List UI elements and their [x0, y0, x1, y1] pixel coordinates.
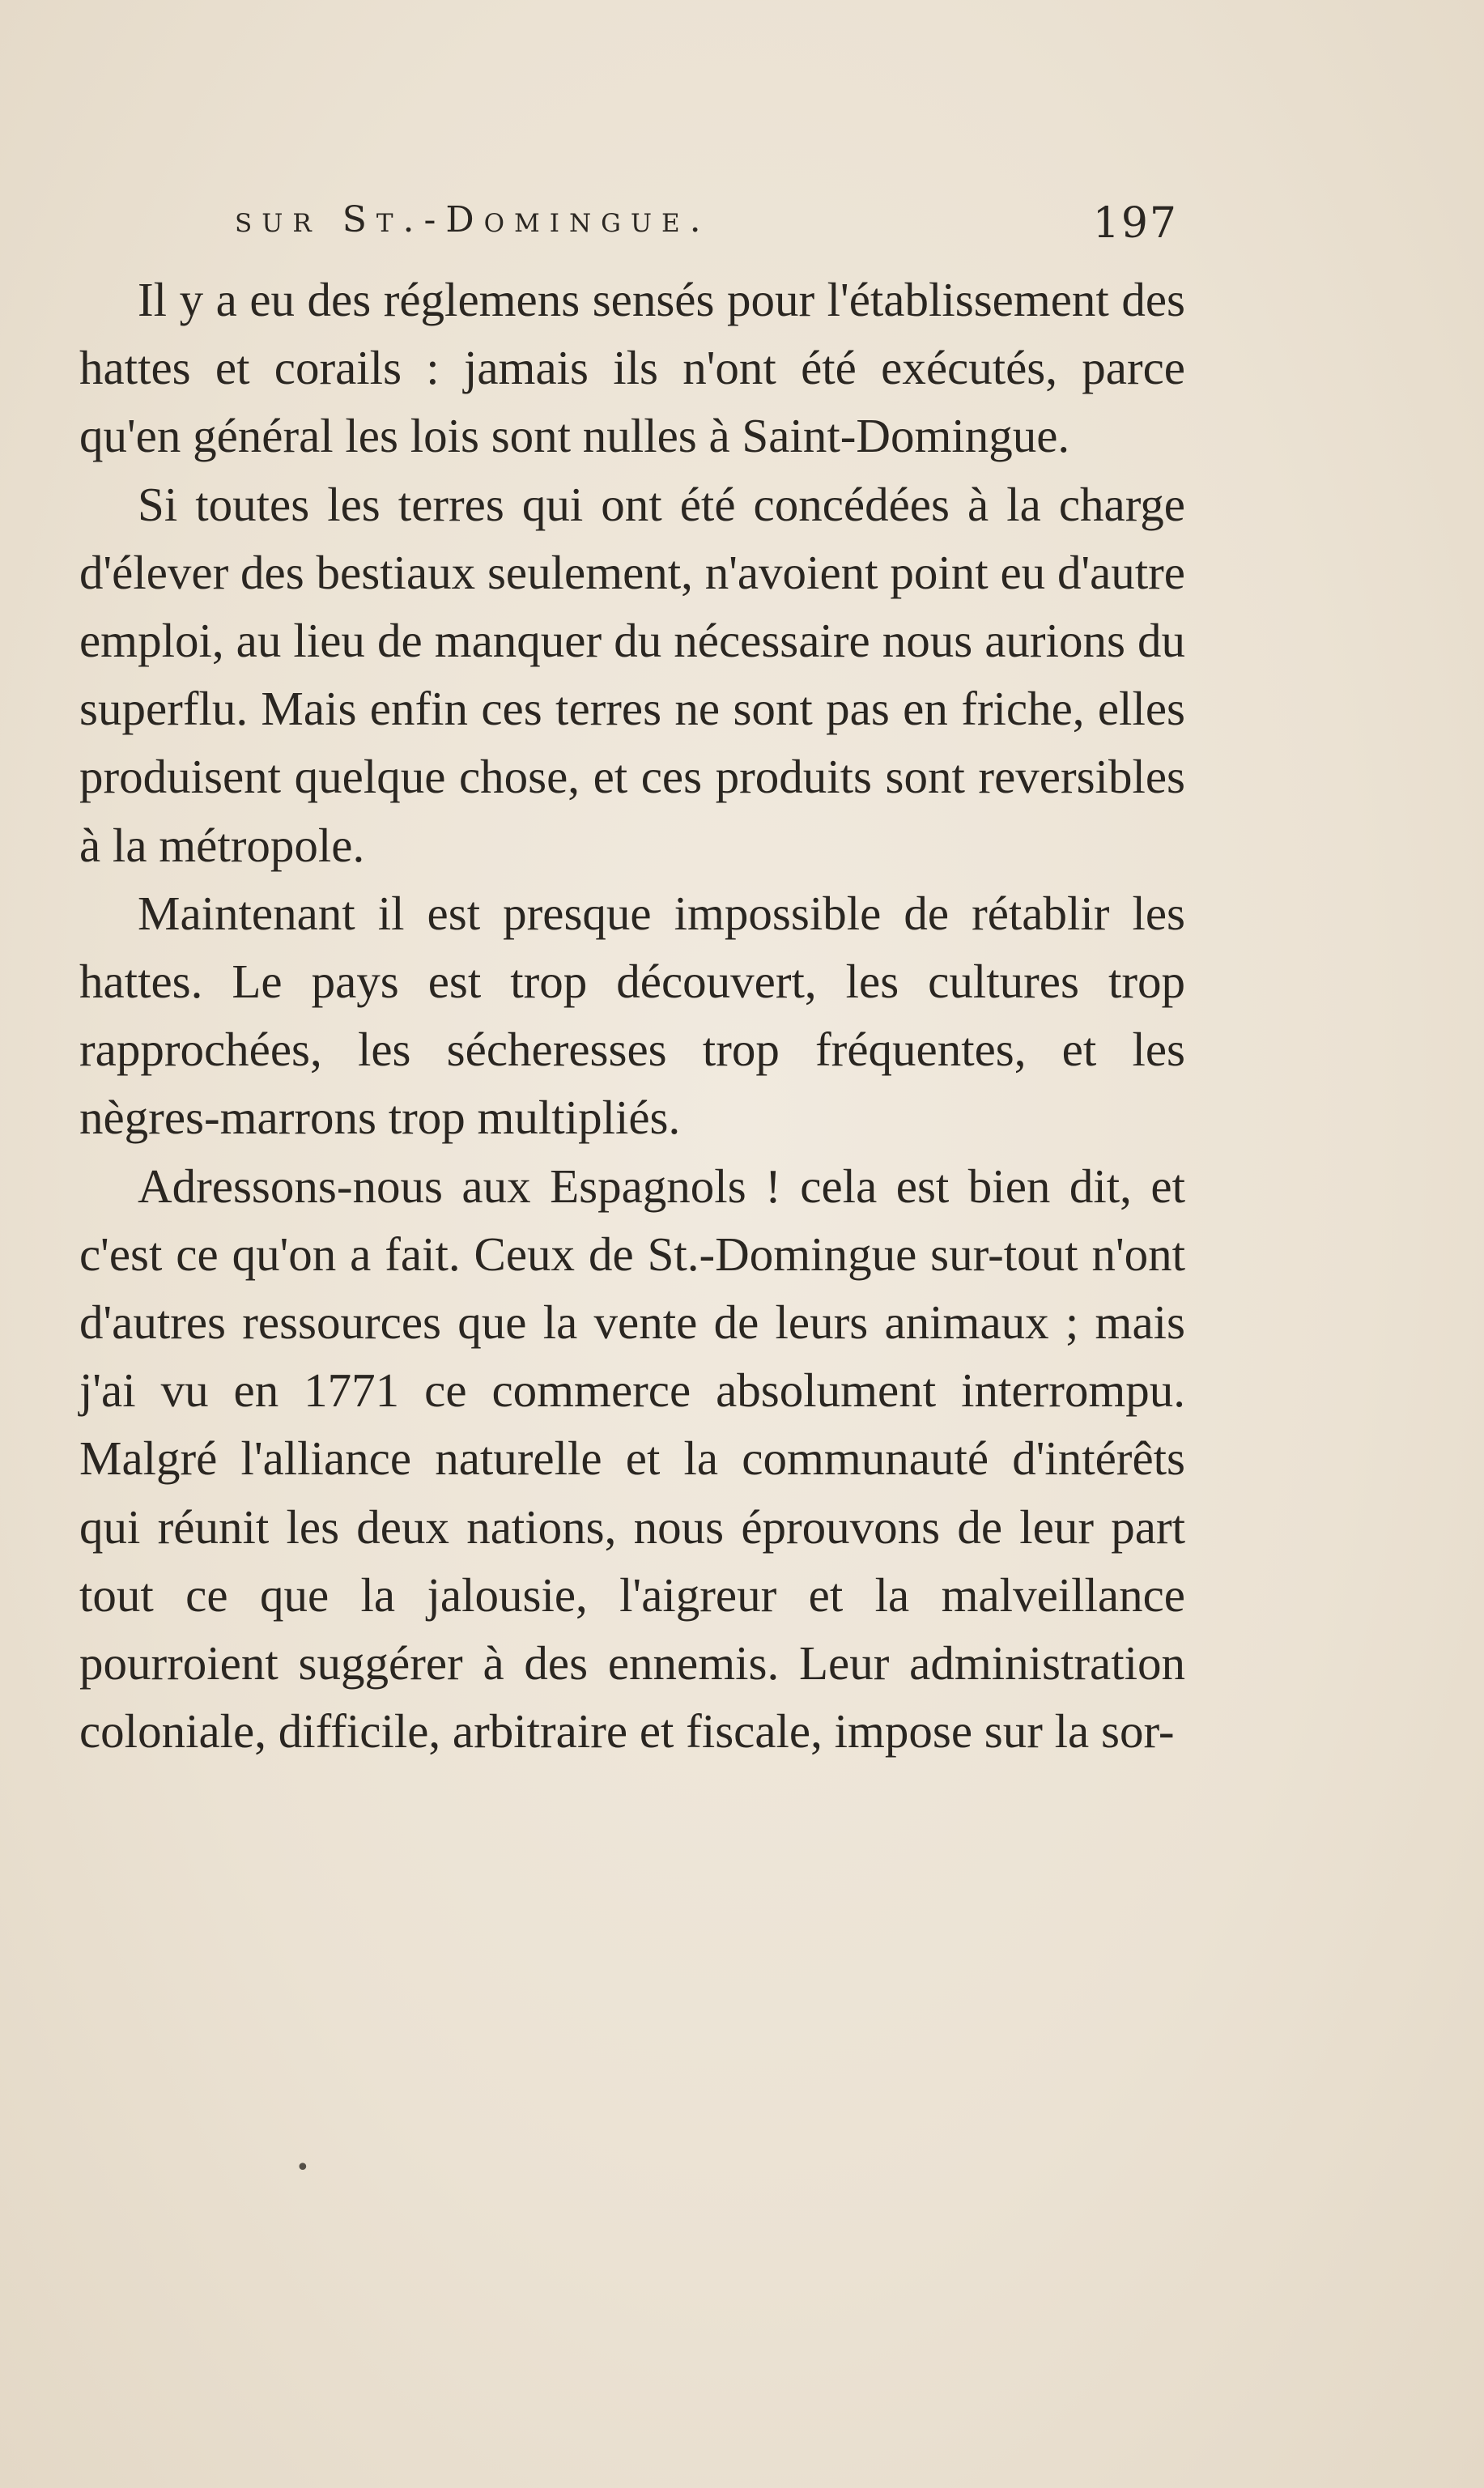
- paragraph: Adressons-nous aux Espagnols ! cela est bien dit, et c'est ce qu'on a fait. Ceux de St.-Domingue sur-tout n'ont d'autres ressources que la vente de leurs animaux ; mais j'ai vu en 1771 ce commerce absolument interrompu. Malgré l'alliance naturelle et la communauté d'intérêts qui réunit les deux nations, nous éprouvons de leur part tout ce que la jalousie, l'aigreur et la malveillance pourroient suggérer à des ennemis. Leur administration coloniale, difficile, arbitraire et fiscale, impose sur la sor-: [79, 1159, 1185, 1759]
- paragraph: Si toutes les terres qui ont été concédées à la charge d'élever des bestiaux seulement, n'avoient point eu d'autre emploi, au lieu de manquer du nécessaire nous aurions du superflu. Mais enfin ces terres ne sont pas en friche, elles produisent quelque chose, et ces produits sont reversibles à la métropole.: [79, 477, 1185, 872]
- body-text: [79, 266, 1185, 1765]
- page-header: [227, 199, 1178, 264]
- signature-mark: •: [296, 2154, 310, 2182]
- page-number: 197: [1092, 199, 1178, 248]
- running-title: sur St.-Domingue.: [235, 199, 711, 240]
- paragraph: Maintenant il est presque impossible de rétablir les hattes. Le pays est trop découvert, les cultures trop rapprochées, les sécheresses trop fréquentes, et les nègres-marrons trop multipliés.: [79, 886, 1185, 1145]
- paragraph: Il y a eu des réglemens sensés pour l'établissement des hattes et corails : jamais ils n'ont été exécutés, parce qu'en général les lois sont nulles à Saint-Domingue.: [79, 273, 1185, 463]
